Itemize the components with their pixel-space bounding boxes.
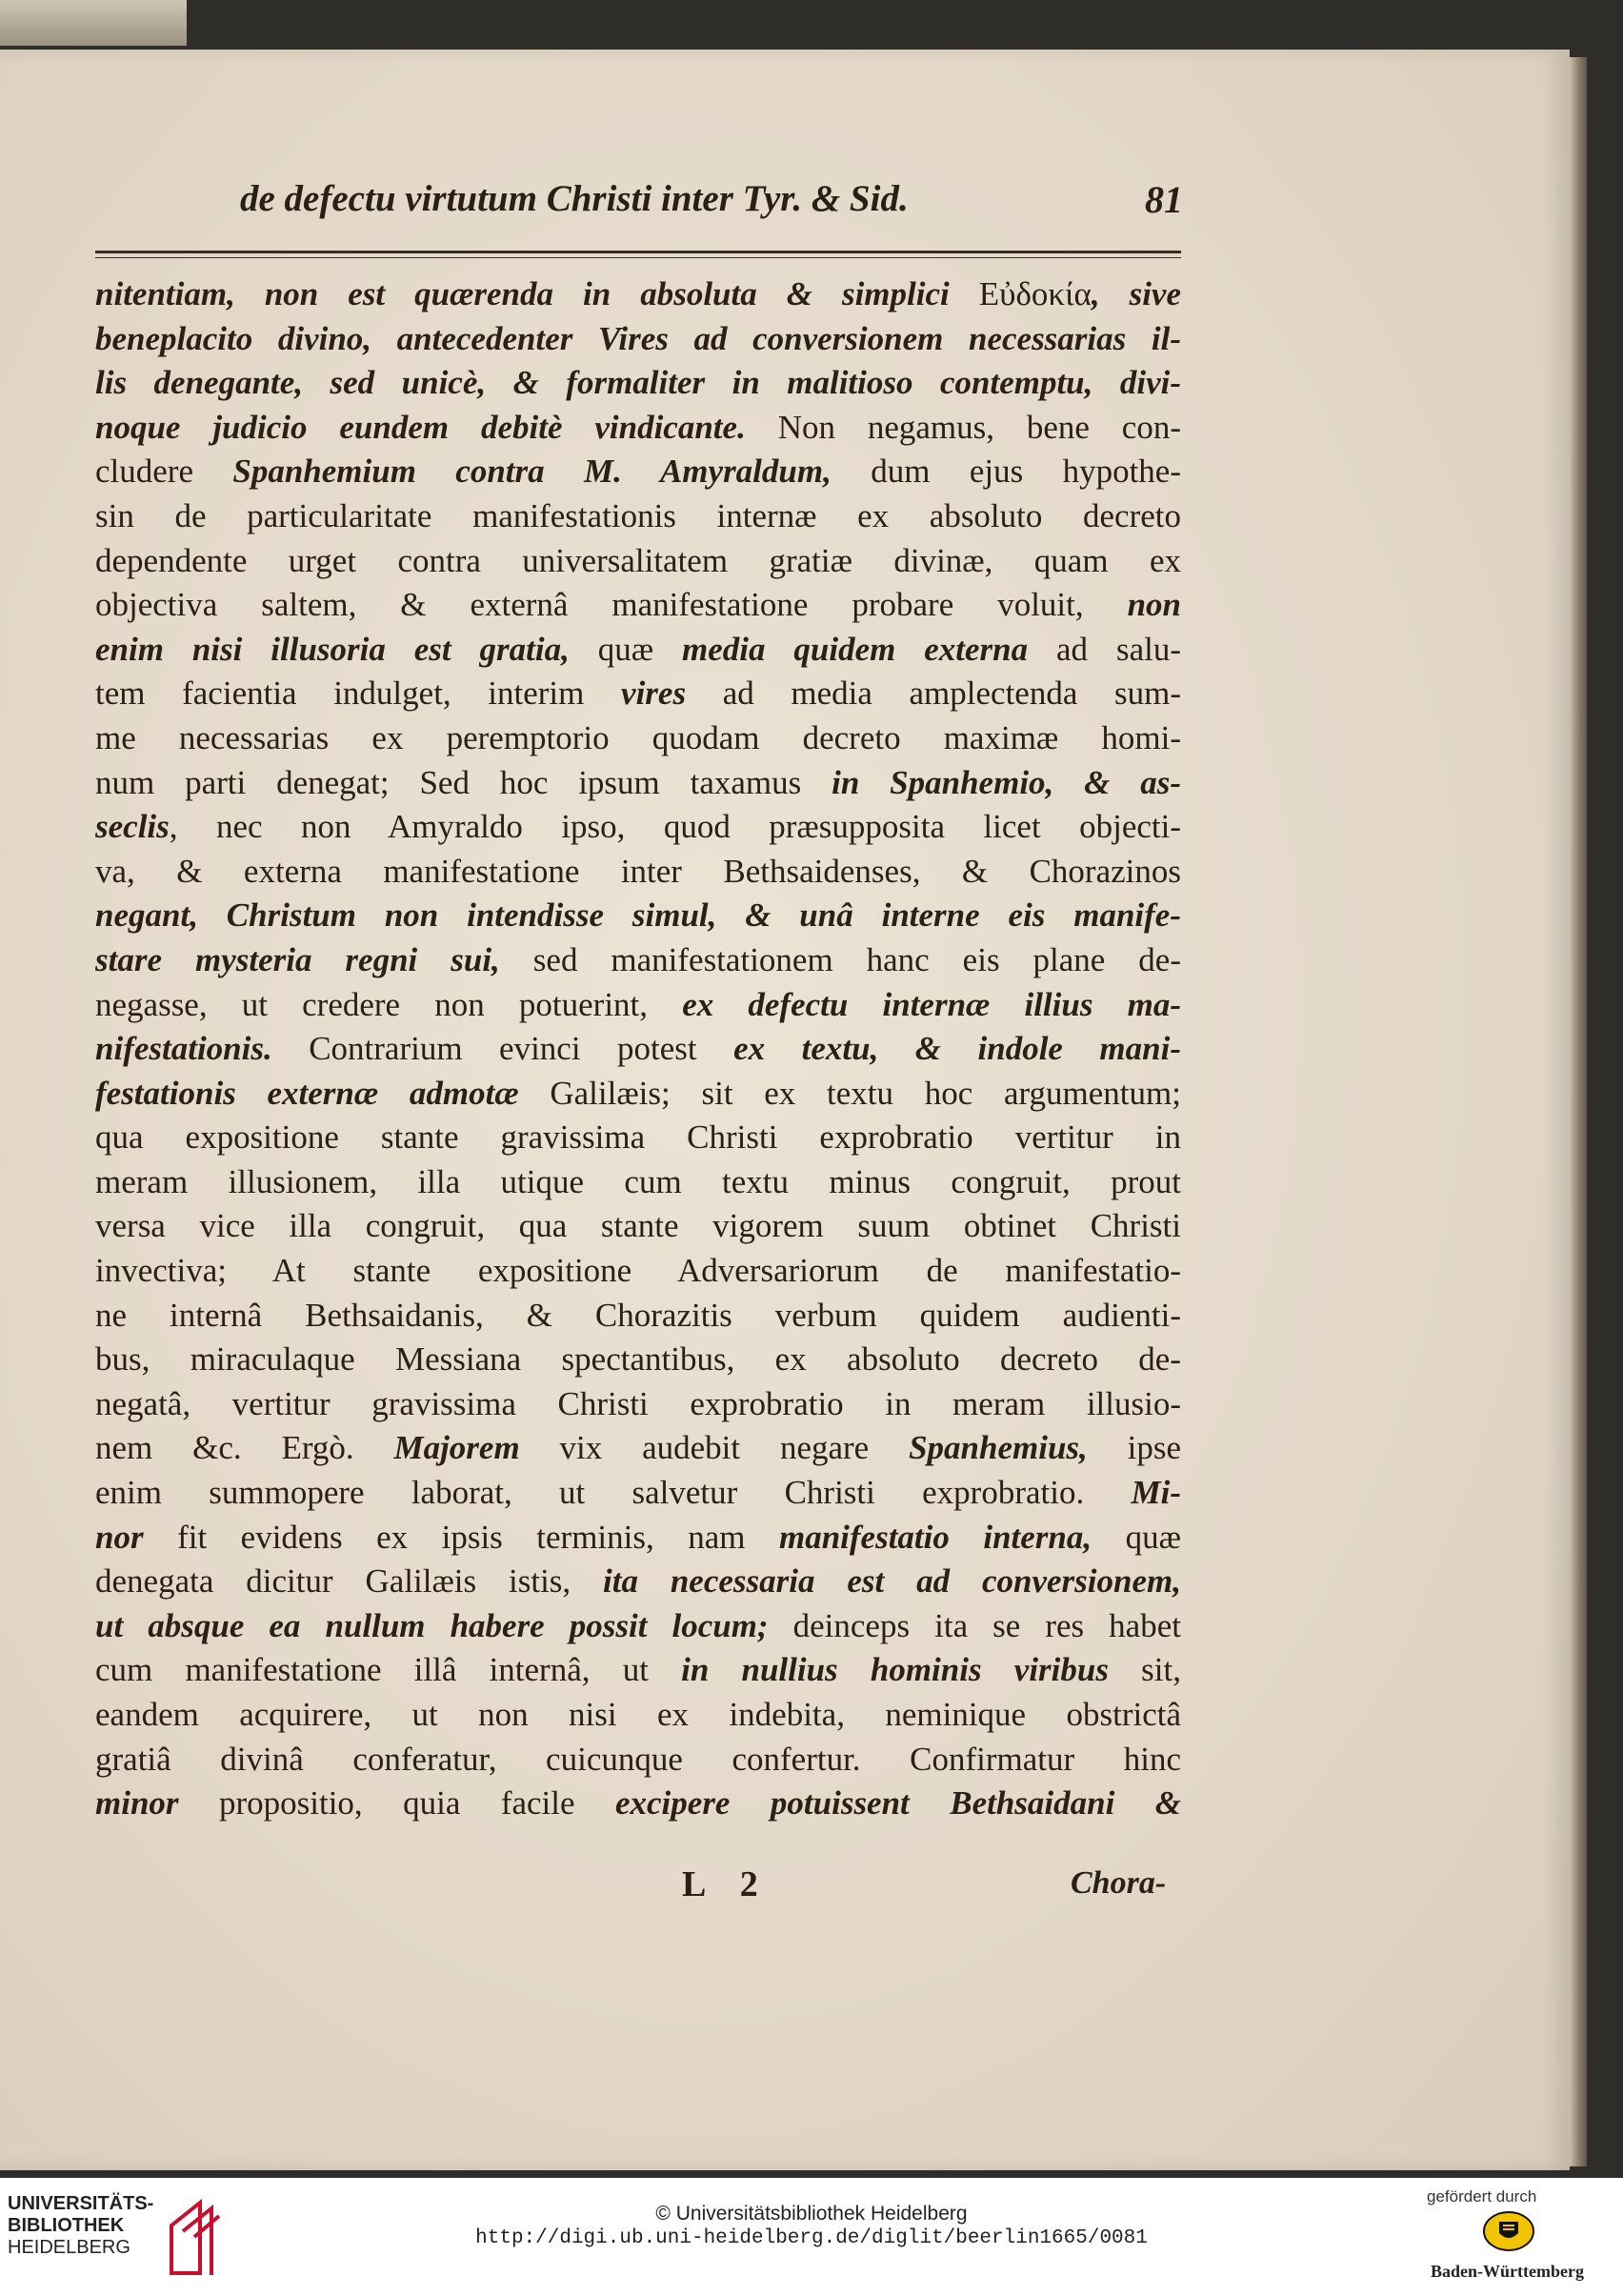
italic-text: ita necessaria est ad conversionem, [603, 1562, 1181, 1601]
italic-text: manifestatio interna, [778, 1518, 1092, 1556]
roman-text: , nec non Amyraldo ipso, quod præsupposita licet objecti- [169, 808, 1181, 846]
text-line [95, 1027, 1181, 1072]
text-line [95, 1782, 1181, 1826]
italic-text: enim nisi illusoria est gratia, [95, 630, 570, 668]
text-line [95, 761, 1181, 806]
text-line [95, 850, 1181, 895]
text-line [95, 894, 1181, 938]
roman-text: enim summopere laborat, ut salvetur Christi exprobratio. [95, 1474, 1132, 1512]
text-line [95, 1604, 1181, 1649]
roman-text: dum ejus hypothe- [831, 453, 1181, 491]
italic-text: festationis externæ admotæ [95, 1074, 519, 1112]
roman-text: sin de particularitate manifestationis internæ ex absoluto decreto [95, 496, 1181, 534]
text-line [95, 628, 1181, 673]
roman-text: sit, [1108, 1651, 1181, 1689]
text-line [95, 450, 1181, 494]
text-line [95, 1382, 1181, 1427]
permalink-url[interactable]: http://digi.ub.uni-heidelberg.de/diglit/beerlin1665/0081 [475, 2227, 1148, 2249]
roman-text: Non negamus, bene con- [777, 408, 1181, 446]
roman-text: dependente urget contra universalitatem gratiæ divinæ, quam ex [95, 541, 1181, 579]
text-line [95, 539, 1181, 584]
roman-text: quæ [569, 630, 683, 668]
text-line [95, 1560, 1181, 1604]
roman-text: meram illusionem, illa utique cum textu minus congruit, prout [95, 1162, 1181, 1200]
text-line [95, 1516, 1181, 1561]
italic-text: ex defectu internæ illius ma- [682, 985, 1181, 1023]
italic-text: in nullius hominis viribus [681, 1651, 1109, 1689]
text-line [95, 1204, 1181, 1249]
sponsor-name: Baden-Württemberg [1431, 2262, 1584, 2281]
roman-text: ad media amplectenda sum- [686, 675, 1181, 713]
italic-text: non [1127, 586, 1181, 624]
italic-text: minor [95, 1784, 179, 1823]
catchword: Chora- [1071, 1865, 1167, 1901]
roman-text: gratiâ divinâ conferatur, cuicunque confertur. Confirmatur hinc [95, 1740, 1181, 1778]
italic-text: negant, Christum non intendisse simul, & unâ interne eis manife- [95, 896, 1181, 935]
italic-text: excipere potuissent Bethsaidani & [614, 1784, 1181, 1823]
roman-text: va, & externa manifestatione inter Bethsaidenses, & Chorazinos [95, 852, 1181, 890]
italic-text: lis denegante, sed unicè, & formaliter in malitioso contemptu, divi- [95, 364, 1181, 402]
body-text [95, 272, 1181, 1826]
text-line [95, 805, 1181, 850]
roman-text: propositio, quia facile [178, 1784, 615, 1823]
text-line [95, 583, 1181, 628]
roman-text: negatâ, vertitur gravissima Christi exprobratio in meram illusio- [95, 1384, 1181, 1422]
italic-text: Majorem [393, 1429, 520, 1467]
text-line [95, 1072, 1181, 1117]
roman-text: denegata dicitur Galilæis istis, [95, 1562, 604, 1601]
roman-text: vix audebit negare [519, 1429, 910, 1467]
roman-text: tem facientia indulget, interim [95, 675, 622, 713]
signature-mark: L 2 [682, 1864, 771, 1904]
copyright-notice: © Universitätsbibliothek Heidelberg [655, 2203, 968, 2225]
roman-text: deinceps ita se res habet [768, 1606, 1181, 1644]
italic-text: beneplacito divino, antecedenter Vires ad conversionem necessarias il- [95, 319, 1181, 357]
roman-text: num parti denegat; Sed hoc ipsum taxamus [95, 763, 832, 801]
roman-text: cludere [95, 453, 233, 491]
roman-text: negasse, ut credere non potuerint, [95, 985, 683, 1023]
roman-text: versa vice illa congruit, qua stante vigorem suum obtinet Christi [95, 1207, 1181, 1245]
roman-text: nem &c. Ergò. [95, 1429, 394, 1467]
library-name-line1: UNIVERSITÄTS- [8, 2193, 154, 2214]
book-edge-strip [0, 0, 187, 46]
italic-text: ut absque ea nullum habere possit locum; [95, 1606, 769, 1644]
roman-text: bus, miraculaque Messiana spectantibus, ex absoluto decreto de- [95, 1340, 1181, 1379]
text-line [95, 1426, 1181, 1471]
library-name-line3: HEIDELBERG [8, 2237, 130, 2258]
text-line [95, 716, 1181, 761]
italic-text: ex textu, & indole mani- [733, 1030, 1181, 1068]
text-line [95, 1471, 1181, 1516]
text-line [95, 1160, 1181, 1205]
italic-text: nitentiam, non est quærenda in absoluta & simplici [95, 275, 979, 312]
roman-text: sed manifestationem hanc eis plane de- [499, 940, 1181, 978]
roman-text: Εὐδοκία [978, 275, 1092, 312]
running-head: de defectu virtutum Christi inter Tyr. & Sid. [240, 178, 909, 219]
italic-text: seclis [95, 808, 170, 846]
text-line [95, 272, 1181, 317]
library-name-line2: BIBLIOTHEK [8, 2215, 125, 2236]
italic-text: vires [621, 675, 687, 713]
page-number: 81 [1145, 178, 1183, 221]
roman-text: eandem acquirere, ut non nisi ex indebita, neminique obstrictâ [95, 1696, 1181, 1733]
roman-text: Galilæis; sit ex textu hoc argumentum; [518, 1074, 1181, 1112]
italic-text: , sive [1091, 275, 1181, 312]
italic-text: stare mysteria regni sui, [95, 940, 500, 978]
roman-text: invectiva; At stante expositione Adversariorum de manifestatio- [95, 1252, 1181, 1290]
italic-text: Spanhemius, [909, 1429, 1088, 1467]
text-line [95, 1693, 1181, 1738]
text-line [95, 406, 1181, 451]
roman-text: fit evidens ex ipsis terminis, nam [143, 1518, 779, 1556]
text-line [95, 1648, 1181, 1693]
page-header [240, 177, 1183, 231]
text-line [95, 1249, 1181, 1294]
text-line [95, 1294, 1181, 1339]
italic-text: in Spanhemio, & as- [832, 763, 1181, 801]
roman-text: ne internâ Bethsaidanis, & Chorazitis verbum quidem audienti- [95, 1296, 1181, 1334]
text-line [95, 1116, 1181, 1160]
text-line [95, 938, 1181, 983]
roman-text: quæ [1092, 1518, 1181, 1556]
italic-text: noque judicio eundem debitè vindicante. [95, 408, 778, 446]
roman-text: objectiva saltem, & externâ manifestatione probare voluit, [95, 586, 1128, 624]
text-line [95, 494, 1181, 539]
roman-text: Contrarium evinci potest [271, 1030, 734, 1068]
text-line [95, 983, 1181, 1028]
sponsor-label: gefördert durch [1427, 2187, 1537, 2205]
roman-text: ad salu- [1028, 630, 1181, 668]
header-rule [95, 251, 1181, 258]
text-line [95, 1738, 1181, 1782]
roman-text: me necessarias ex peremptorio quodam decreto maximæ homi- [95, 718, 1181, 756]
roman-text: ipse [1087, 1429, 1181, 1467]
italic-text: nifestationis. [95, 1030, 272, 1068]
italic-text: media quidem externa [682, 630, 1029, 668]
roman-text: cum manifestatione illâ internâ, ut [95, 1651, 682, 1689]
text-line [95, 317, 1181, 362]
text-line [95, 672, 1181, 716]
text-line [95, 361, 1181, 406]
roman-text: qua expositione stante gravissima Christi exprobratio vertitur in [95, 1118, 1181, 1157]
italic-text: Spanhemium contra M. Amyraldum, [232, 453, 832, 491]
italic-text: nor [95, 1518, 144, 1556]
state-coat-of-arms-icon[interactable] [1482, 2210, 1535, 2252]
text-line [95, 1338, 1181, 1382]
page-edge-shadow [1570, 57, 1587, 2166]
italic-text: Mi- [1131, 1474, 1181, 1512]
